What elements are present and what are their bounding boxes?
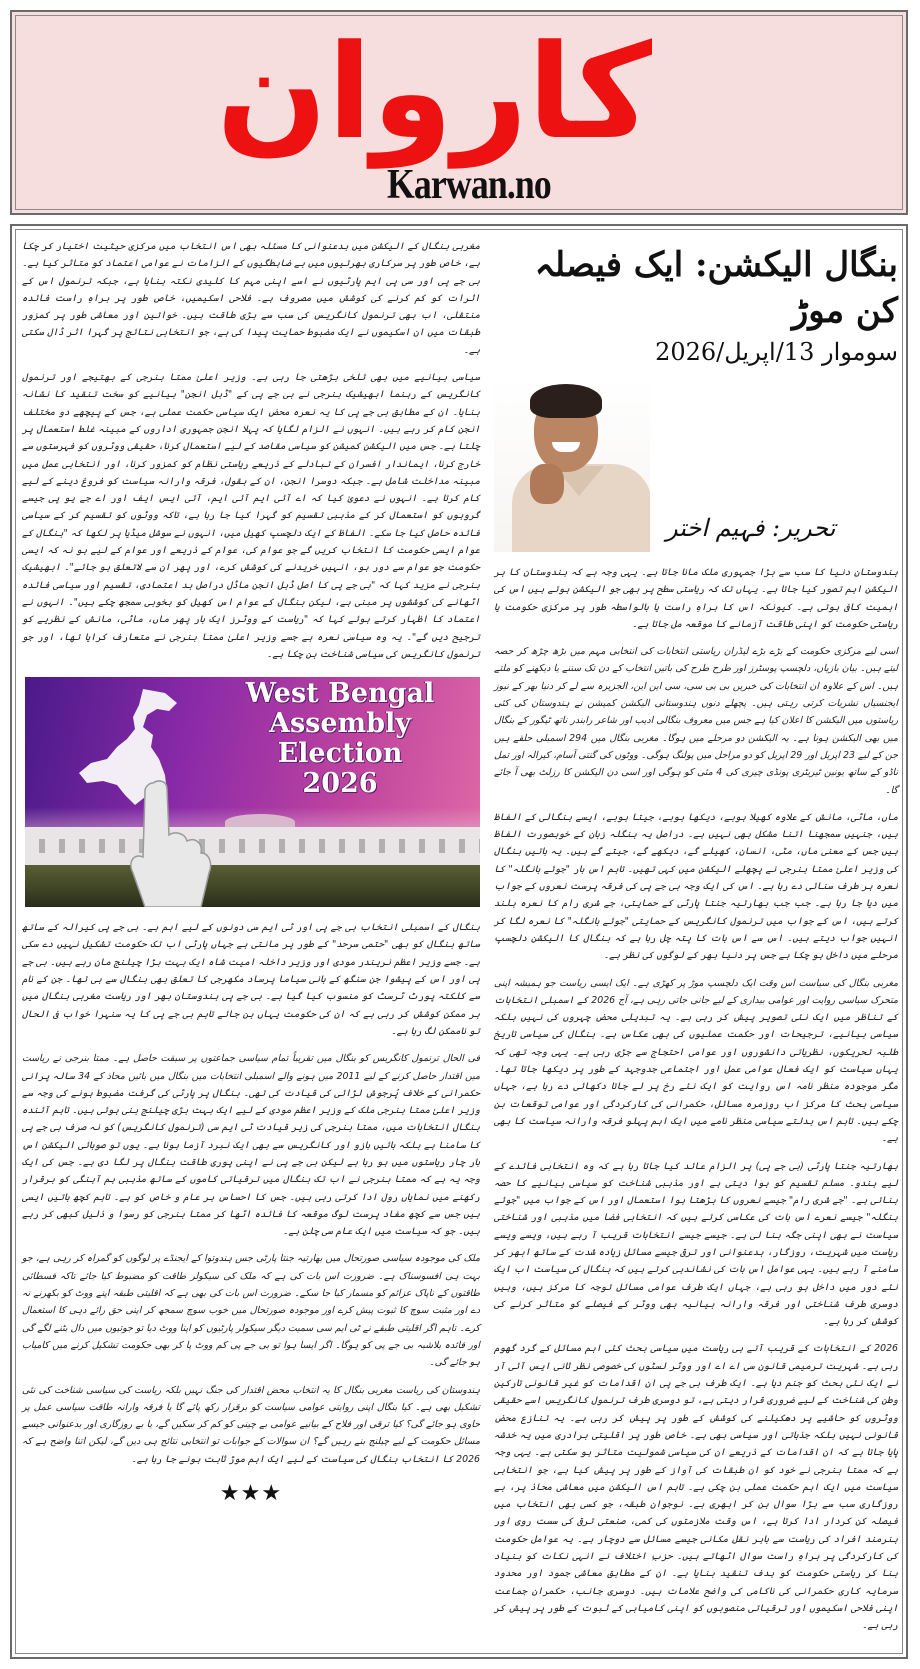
image-title-line: Assembly xyxy=(269,708,411,740)
article-box xyxy=(10,224,908,1659)
photo-hand xyxy=(530,464,564,504)
paragraph: ماں، ماٹی، مانش کے علاوہ کھیلا ہوبے، دیکھا ہوبے، جیتا ہوبے، ایسے بنگالی کے الفاظ ہیں، جنہیں سمجھنا اتنا مشکل بھی نہیں ہے۔ دراصل یہ بنگلہ زبان کے خوبصورت الفاظ ہیں جس کے معنی ماں، مٹی، انسان، کھیلے گے، دیکھے گے، جیتے گے ہیں۔ یہ باتیں بنگال کی وزیر اعلیٰ ممتا بنرجی نے پچھلے الیکشن میں کہی تھیں۔ تاہم اس بار "جوئے بانگلہ" کا نعرہ ہر طرف سنائی دے رہا ہے۔ اس کی ایک وجہ بی جے پی کی فرقہ پرست نعروں کے جواب میں دیا جا رہا ہے۔ جب جب بھارتیہ جنتا پارٹی کے حمایتی، جے شری رام کا نعرہ بلند کرتے ہیں، اس کے جواب میں ترنمول کانگریس کے حمایتی "جوئے بانگلہ" کا نعرہ لگا کر انہیں جواب دیتے ہیں۔ اس سے اس بات کا پتہ چل رہا ہے کہ بنگال کا الیکشن دلچسپ مرحلے میں داخل ہو چکا ہے جس پر دنیا بھر کے لوگوں کی نظر ہے۔ xyxy=(494,811,898,962)
byline: تحریر: فہیم اختر xyxy=(666,514,836,542)
logo-urdu: کاروان xyxy=(216,16,652,168)
masthead xyxy=(10,10,908,215)
image-title-line: Election xyxy=(277,738,403,770)
dateline: سوموار 13/اپریل/2026 xyxy=(655,338,898,366)
voting-finger-icon xyxy=(115,777,215,907)
paragraph: مغربی بنگال کی سیاست اس وقت ایک دلچسپ موڑ پر کھڑی ہے۔ ایک ایسی ریاست جو ہمیشہ اپنی متحرک سیاسی روایت اور عوامی بیداری کے لیے جانی جاتی رہی ہے، آج 2026 کے اسمبلی انتخابات کے تناظر میں ایک نئی تصویر پیش کر رہی ہے۔ یہ تبدیلی محض چہروں کی نہیں بلکہ سیاسی بیانیے، ترجیحات اور حکمت عملیوں کی بھی عکاس ہے۔ بنگال کی سیاسی تاریخ طلبہ تحریکوں، نظریاتی دانشوروں اور عوامی احتجاج سے جڑی رہی ہے۔ یہی وجہ تھی کہ یہاں سیاست کو ایک فعال عوامی عمل اور اجتماعی جدوجہد کے طور پر دیکھا جاتا تھا۔ مگر موجودہ منظر نامہ اس روایت کو ایک نئے رخ پر لے جاتا دکھائی دے رہا ہے، جہاں سیاسی بحث کا مرکز اب روزمرہ مسائل، حکمرانی کی کارکردگی اور عوامی توقعات بن چکے ہیں۔ تاہم اس بدلتے سیاسی منظر نامے میں ایک اہم پہلو فرقہ وارانہ سیاست کا بھی ہے۔ xyxy=(494,977,898,1145)
right-column xyxy=(494,238,898,1645)
left-column-bottom xyxy=(22,919,480,1478)
paragraph: اسی لیے مرکزی حکومت کے بڑے بڑے لیڈران ریاستی انتخابات کی انتخابی مہم میں بڑھ چڑھ کر حصہ لیتے ہیں۔ بیان بازیاں، دلچسپ پوسٹرز اور طرح طرح کی باتیں انتخاب کے دن تک سننے یا دیکھنے کو ملتے ہیں۔ اس کے علاوہ ان انتخابات کی خبریں بی بی سی، سی این این، الجزیرہ سے لے کر دنیا بھر کے نیوز ایجنسیاں نشریات کرتی رہتی ہیں۔ پچھلے دنوں ہندوستانی الیکشن کمیشن نے ہندوستان کی کئی ریاستوں میں الیکشن کا اعلان کیا ہے جس میں معروف بنگالی ادیب اور شاعر رابندر ناتھ ٹیگور کے بنگال میں بھی الیکشن ہونا ہے۔ یہ الیکشن دو مرحلے میں ہوگا۔ مغربی بنگال میں 294 اسمبلی حلقے ہیں جن کے لیے 23 اپریل اور 29 اپریل کو دو مراحل میں پولنگ ہوگی۔ ووٹوں کی گنتی آسام، کیرالہ اور تمل ناڈو کے ساتھ یونین ٹیریٹری پونڈی چیری کی 4 مئی کو ہوگی اور اسی دن الیکشن کا رزلٹ بھی آ جائے گا۔ xyxy=(494,646,898,796)
left-column xyxy=(22,238,480,1645)
paragraph: ملک کی موجودہ سیاسی صورتحال میں بھارتیہ جنتا پارٹی جس ہندوتوا کے ایجنڈے پر لوگوں کو گمراہ کر رہی ہے، جو بہت ہی افسوسناک ہے۔ ضرورت اس بات کی ہے کہ ملک کی سیکولر طاقت کو مضبوط کیا جائے تاکہ فسطائی طاقتوں کے ناپاک عزائم کو مسمار کیا جا سکے۔ ضرورت اس بات کی بھی ہے کہ اقلیتی طبقہ اپنے ووٹ کو بکھرنے نہ دے اور مثبت سوچ کا ثبوت پیش کرے اور موجودہ صورتحال میں خوب سوچ سمجھ کر اپنی حق رائے دہی کا استعمال کرے۔ تاہم اگر اقلیتی طبقے نے ٹی ایم سی سمیت دیگر سیکولر پارٹیوں کو اپنا ووٹ دیا تو جوتیوں میں دال بٹنے لگے گی اور فائدہ بلاشبہ بی جے پی کو ہوگا۔ اگر ایسا ہوا تو بی جے پی کم ووٹ پا کر بھی حکومت تشکیل کرنے میں کامیاب ہو جائے گی۔ xyxy=(22,1253,480,1369)
left-column-top xyxy=(22,238,480,673)
author-row xyxy=(494,376,898,552)
paragraph: مغربی بنگال کے الیکشن میں بدعنوانی کا مسئلہ بھی اس انتخاب میں مرکزی حیثیت اختیار کر چکا ہے، خاص طور پر سرکاری بھرتیوں میں بے ضابطگیوں کے الزامات نے عوامی اعتماد کو متاثر کیا ہے۔ بی جے پی اور سی پی ایم پارٹیوں نے اسے اپنی مہم کا کلیدی نکتہ بنایا ہے، جبکہ ترنمول اس کے اثرات کو کم کرنے کی کوشش میں مصروف ہے۔ فلاحی اسکیمیں، خاص طور پر براہِ راست فائدہ منتقلی، اب بھی ترنمول کانگریس کی سب سے بڑی طاقت ہیں۔ خواتین اور معاشی طور پر کمزور طبقات میں ان اسکیموں نے ایک مضبوط حمایت پیدا کی ہے، جو انتخابی نتائج پر گہرا اثر ڈال سکتی ہے۔ xyxy=(22,241,480,356)
paragraph: ہندوستان دنیا کا سب سے بڑا جمہوری ملک مانا جاتا ہے۔ یہی وجہ ہے کہ ہندوستان کا ہر الیکشن اہم تصور کیا جاتا ہے۔ یہاں تک کہ ریاستی سطح پر بھی جو الیکشن ہوتے ہیں اس کی اہمیت کافی ہوتی ہے۔ کیونکہ اس کا براہِ راست یا بالواسطہ طور پر مرکزی حکومت یا ریاستی حکومت کو اپنی طاقت آزمانے کا موقعہ مل جاتا ہے۔ xyxy=(494,567,898,630)
logo-latin: Karwan.no xyxy=(387,162,551,208)
paragraph: بنگال کے اسمبلی انتخاب بی جے پی اور ٹی ایم سی دونوں کے لیے اہم ہے۔ بی جے پی کیرالہ کے ساتھ ساتھ بنگال کو بھی "حتمی سرحد" کے طور پر مانتی ہے جہاں پارٹی اب تک حکومت تشکیل نہیں دے سکی ہے۔ جسے وزیر اعظم نریندر مودی اور وزیر داخلہ امیت شاہ ایک بہت بڑا چیلنج مان رہے ہیں۔ بی جے پی اور اس کے پیشوا جن سنگھ کے بانی سیاما پرساد مکھرجی کا تعلق بھی بنگال سے ہی تھا۔ جن کے نام سے کلکتہ پورٹ ٹرسٹ کو منسوب کیا گیا ہے۔ بی جے پی ہندوستان بھر اور ریاست مغربی بنگال میں ہر ممکن کوشش کر رہی ہے کہ ان کی حکومت یہاں بن جائے تاہم بی جے پی کا یہ سنہرا خواب فی الحال تو ناممکن لگ رہا ہے۔ xyxy=(22,922,480,1037)
election-image xyxy=(25,677,480,907)
image-title xyxy=(215,679,465,799)
garden xyxy=(25,865,480,907)
author-photo xyxy=(494,376,650,552)
headline: بنگال الیکشن: ایک فیصلہ کن موڑ xyxy=(534,245,898,331)
building-windows xyxy=(25,839,480,853)
paragraph: بھارتیہ جنتا پارٹی (بی جے پی) پر الزام عائد کیا جاتا رہا ہے کہ وہ انتخابی فائدے کے لیے ہندو۔ مسلم تقسیم کو ہوا دیتی ہے اور مذہبی شناخت کو سیاسی بیانیے کا حصہ بناتی ہے۔ "جے شری رام" جیسے نعروں کا بڑھتا ہوا استعمال اور اس کے جواب میں "جوئے بنگلہ" جیسے نعرے اس بات کی عکاسی کرتے ہیں کہ انتخابی فضا میں مذہبی اور شناختی سیاست نے بھی اپنی جگہ بنا لی ہے۔ جیسے جیسے انتخابات قریب آ رہے ہیں، ویسے ویسے ریاست میں شہریت، روزگار، بدعنوانی اور ترقی جیسے مسائل زیادہ شدت کے ساتھ ابھر کر سامنے آ رہے ہیں۔ یہی عوامل اس بات کی نشاندہی کرتے ہیں کہ بنگال کی سیاست اب ایک نئے دور میں داخل ہو رہی ہے، جہاں ایک طرف عوامی مسائل توجہ کا مرکز ہیں، وہیں دوسری طرف شناختی اور فرقہ وارانہ بیانیہ بھی ووٹر کے فیصلے کو متاثر کرنے کی کوشش کر رہا ہے۔ xyxy=(494,1160,898,1328)
photo-hair xyxy=(530,384,602,418)
paragraph: 2026 کے انتخابات کے قریب آتے ہی ریاست میں سیاسی بحث کئی اہم مسائل کے گرد گھوم رہی ہے۔ شہریت ترمیمی قانون سی اے اے اور ووٹر لسٹوں کی خصوصی نظر ثانی ایس آئی آر نے ایک نئی بحث کو جنم دیا ہے۔ ایک طرف بی جے پی ان اقدامات کو غیر قانونی تارکین وطن کی شناخت کے لیے ضروری قرار دیتی ہے، تو دوسری طرف ترنمول کانگریس اسے حقیقی ووٹروں کو حاشیے پر دھکیلنے کی کوشش کے طور پر پیش کر رہی ہے۔ یہ تنازع محض قانونی نہیں بلکہ جذباتی اور سیاسی بھی ہے۔ خاص طور پر اقلیتی برادری میں یہ خدشہ پایا جاتا ہے کہ ان اقدامات کے ذریعے ان کی سیاسی شمولیت متاثر ہو سکتی ہے۔ یہی وجہ ہے کہ ممتا بنرجی نے خود کو ان طبقات کی آواز کے طور پر پیش کیا ہے، جو انتخابی سیاست میں ایک اہم حکمت عملی بن چکی ہے۔ تاہم اس الیکشن میں معاشی محاذ پر، بے روزگاری سب سے بڑا سوال بن کر ابھری ہے۔ نوجوان طبقہ، جو کسی بھی انتخاب میں فیصلہ کن کردار ادا کرتا ہے، اس وقت ملازمتوں کی کمی، صنعتی ترقی کی سست روی اور ہنرمند افراد کی ریاست سے باہر نقل مکانی جیسے مسائل سے دوچار ہے۔ یہ عوامل حکومت کی کارکردگی پر براہِ راست سوال اٹھاتے ہیں۔ حزبِ اختلاف نے انہی نکات کو بنیاد بنا کر ریاستی حکومت کو ہدف تنقید بنایا ہے۔ ان کے مطابق معاشی جمود اور محدود سرمایہ کاری حکمرانی کی ناکامی کی واضح علامات ہیں۔ دوسری جانب، حکمران جماعت اپنی فلاحی اسکیموں اور ترقیاتی منصوبوں کو اپنی کامیابی کے ثبوت کے طور پر پیش کر رہی ہے۔ xyxy=(494,1343,898,1632)
paragraph: سیاسی بیانیے میں بھی تلخی بڑھتی جا رہی ہے۔ وزیر اعلیٰ ممتا بنرجی کے بھتیجے اور ترنمول کانگریس کے رہنما ابھیشیک بنرجی نے بی جے پی کے "ڈبل انجن" بیانیے کو سخت تنقید کا نشانہ بنایا۔ ان کے مطابق بی جے پی کا یہ نعرہ محض ایک سیاسی حکمت عملی ہے، جس کے پیچھے دو مختلف انجن کام کر رہے ہیں۔ انہوں نے الزام لگایا کہ پہلا انجن جمہوری اداروں کے مبینہ غلط استعمال پر چلتا ہے۔ جس میں الیکشن کمیشن کو سیاسی مقاصد کے لیے استعمال کرنا، حقیقی ووٹروں کو فہرستوں سے خارج کرنا، ایماندار افسران کے تبادلے کے ذریعے ریاستی نظام کو کمزور کرنا، اور انتخابی عمل میں مبینہ مداخلت شامل ہے۔ جبکہ دوسرا انجن، ان کے بقول، فرقہ وارانہ سیاست کو فروغ دینے کے لیے کام کرتا ہے۔ انہوں نے دعویٰ کیا کہ اے آئی ایم آئی ایم، آئی ایس ایف اور اے جے یو پی جیسے گروہوں کو استعمال کر کے مذہبی تقسیم کو گہرا کیا جا رہا ہے، تاکہ ووٹوں کو تقسیم کر کے سیاسی فائدہ حاصل کیا جا سکے۔ الفاظ کے ایک دلچسپ کھیل میں، انہوں نے سوشل میڈیا پر لکھا کہ "بنگال کے عوام ایسی حکومت کا انتخاب کریں گے جو عوام کی، عوام کے ذریعے اور عوام کے لیے ہو نہ کہ ایسی حکومت جو عوام سے دور ہو، انہیں خریدنے کی کوشش کرے، اور پھر ان سے لاتعلق ہو جائے"۔ ابھیشیک بنرجی نے مزید کہا کہ "بی جے پی کا اصل ڈبل انجن ماڈل دراصل بد اعتمادی، تقسیم اور سیاسی فائدہ اٹھانے کی کوششوں پر مبنی ہے، لیکن بنگال کے عوام اس کھیل کو بخوبی سمجھ چکے ہیں"۔ انہوں نے اعتماد کا اظہار کرتے ہوئے کہا کہ "ریاست کے ووٹرز ایک بار پھر ماں، ماٹی، مانش کے نظریے کو ترجیح دیں گے"۔ یہ وہ سیاسی نعرہ ہے جسے وزیر اعلیٰ ممتا بنرجی نے متعارف کرایا تھا، اور جو ترنمول کانگریس کی سیاسی شناخت بن چکا ہے۔ xyxy=(22,372,480,660)
paragraph: ہندوستان کی ریاست مغربی بنگال کا یہ انتخاب محض اقتدار کی جنگ نہیں بلکہ ریاست کی سیاسی شناخت کی نئی تشکیل بھی ہے۔ کیا بنگال اپنی روایتی عوامی سیاست کو برقرار رکھ پائے گا یا فرقہ وارانہ طاقت سیاسی عمل پر حاوی ہو جائے گی؟ کیا ترقی اور فلاح کے بیانیے عوامی بے چینی کو کم کر سکیں گے، یا بے روزگاری اور بدعنوانی جیسے مسائل حکومت کے لیے چیلنج بنے رہیں گے؟ ان سوالات کے جوابات تو انتخابی نتائج ہی دیں گے، لیکن اتنا واضح ہے کہ 2026 کا انتخاب بنگال کی سیاست کے لیے ایک اہم موڑ ثابت ہونے جا رہا ہے۔ xyxy=(22,1384,480,1465)
image-title-line: 2026 xyxy=(302,768,378,800)
end-stars: ★★★ xyxy=(219,1481,283,1507)
paragraph: فی الحال ترنمول کانگریس کو بنگال میں تقریباً تمام سیاسی جماعتوں پر سبقت حاصل ہے۔ ممتا بنرجی نے ریاست میں اقتدار حاصل کرنے کے لیے 2011 میں ہونے والے اسمبلی انتخابات میں بنگال میں بائیں محاذ کے 34 سالہ پرانی حکمرانی کے خلاف پُرجوش لڑائی کی قیادت کی تھی۔ بنگال پر پارٹی کی گرفت مضبوط ہونے کی وجہ سے وزیر اعلیٰ ممتا بنرجی ملک کے وزیر اعظم مودی کے لیے ایک بہت بڑی چیلنج بنی ہوئی ہیں۔ تاہم آئندہ بنگال انتخابات میں، ممتا بنرجی کی زیر قیادت ٹی ایم سی (ترنمول کانگریس) کو نہ صرف بی جے پی کا سامنا ہے بلکہ بائیں بازو اور کانگریس سے بھی ایک نبرد آزما ہونا ہے۔ یوں تو صوبائی الیکشن اس بار چار ریاستوں میں ہو رہا ہے لیکن بی جے پی نے اپنی پوری طاقت بنگال پر لگا دی ہے۔ جس کی ایک وجہ یہ ہے کہ ممتا بنرجی نے اب تک بنگال میں ترقیاتی کاموں کے ساتھ مذہبی ہم آہنگی کو برقرار رکھنے میں نمایاں رول ادا کرتی رہی ہیں۔ جس کا احساس ہر عام و خاص کو ہے۔ تاہم کچھ باتیں ایسی ہیں جس سے کچھ مفاد پرست لوگ موقعہ کا فائدہ اٹھا کر ممتا بنرجی کو رسوا و ذلیل کبھی کر رہے ہیں۔ جو کہ سیاست میں ایک عام سی چلن ہے۔ xyxy=(22,1053,481,1238)
image-title-line: West Bengal xyxy=(245,678,435,710)
